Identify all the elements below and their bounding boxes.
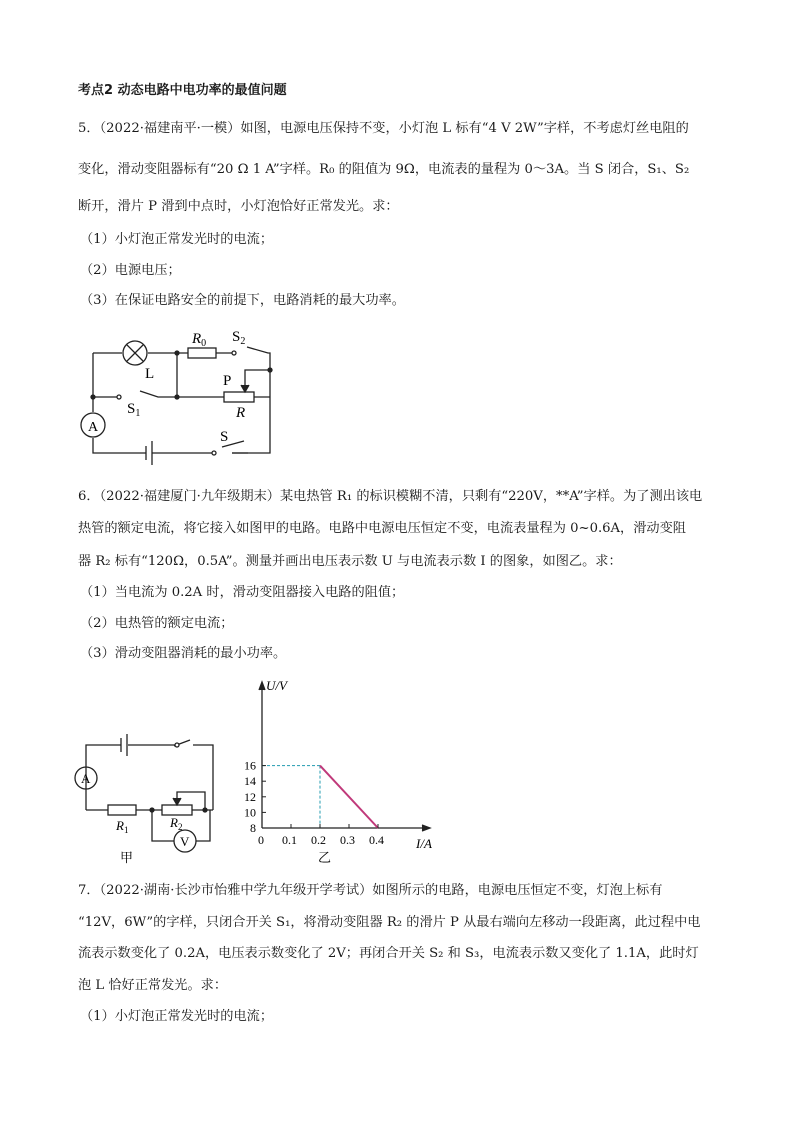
- q7-text-line-2: “12V，6W”的字样，只闭合开关 S₁，将滑动变阻器 R₂ 的滑片 P 从最右端向左移动一段距离，此过程中电: [78, 915, 701, 930]
- label-s1: $S_1$: [127, 401, 141, 419]
- label-ammeter-a: A: [88, 420, 99, 435]
- q5-text-line-1: 5．（2022·福建南平·一模）如图，电源电压保持不变，小灯泡 L 标有“4 V 2W”字样，不考虑灯丝电阻的: [78, 121, 689, 136]
- q7-text-line-1: 7．（2022·湖南·长沙市怡雅中学九年级开学考试）如图所示的电路，电源电压恒定不变，灯泡上标有: [78, 883, 663, 898]
- chart-x-tick-label: 0.3: [340, 833, 355, 847]
- q6-text-line-1: 6．（2022·福建厦门·九年级期末）某电热管 R₁ 的标识模糊不清，只剩有“220V，**A”字样。为了测出该电: [78, 489, 703, 504]
- label-slider-p: P: [223, 373, 232, 389]
- chart-y-tick-label: 10: [244, 805, 256, 820]
- q6-text-line-3: 器 R₂ 标有“120Ω，0.5A”。测量并画出电压表示数 U 与电流表示数 I 的图象，如图乙。求：: [78, 554, 622, 569]
- q6-part-2: （2）电热管的额定电流；: [80, 616, 234, 631]
- chart-y-tick-label: 12: [244, 789, 256, 804]
- section-heading: 考点2 动态电路中电功率的最值问题: [78, 83, 287, 98]
- q5-part-2: （2）电源电压；: [80, 263, 181, 278]
- chart-y-tick-label: 14: [244, 774, 256, 789]
- q7-text-line-3: 流表示数变化了 0.2A，电压表示数变化了 2V；再闭合开关 S₂ 和 S₃，电流表示数又变化了 1.1A，此时灯: [78, 946, 699, 961]
- rheostat-r2: [162, 805, 192, 815]
- label-voltmeter-v: V: [180, 834, 190, 849]
- label-lamp-l: L: [145, 366, 155, 382]
- q6-text-line-2: 热管的额定电流，将它接入如图甲的电路。电路中电源电压恒定不变，电流表量程为 0~0.6A，滑动变阻: [78, 521, 686, 536]
- label-r0: $R_0$: [192, 331, 207, 349]
- chart-x-tick-label: 0.2: [311, 833, 326, 847]
- q7-part-1: （1）小灯泡正常发光时的电流；: [80, 1009, 274, 1024]
- label-r2: $R_2$: [170, 815, 183, 832]
- chart-y-arrow: [259, 682, 265, 690]
- chart-ylabel: U/V: [266, 678, 287, 693]
- q5-text-line-3: 断开，滑片 P 滑到中点时，小灯泡恰好正常发光。求：: [78, 199, 399, 214]
- q6-part-1: （1）当电流为 0.2A 时，滑动变阻器接入电路的阻值；: [80, 585, 405, 600]
- q7-text-line-4: 泡 L 恰好正常发光。求：: [78, 978, 228, 993]
- chart-x-tick-label: 0.4: [369, 833, 384, 847]
- chart-y-tick-label: 16: [244, 758, 256, 773]
- q5-part-3: （3）在保证电路安全的前提下，电路消耗的最大功率。: [80, 293, 405, 308]
- q6-chart-yi: [234, 676, 434, 866]
- chart-xlabel: I/A: [416, 836, 432, 851]
- q5-part-1: （1）小灯泡正常发光时的电流；: [80, 232, 274, 247]
- label-switch-s: S: [220, 429, 229, 445]
- q6-part-3: （3）滑动变阻器消耗的最小功率。: [80, 646, 287, 661]
- chart-x-tick-label: 0.1: [282, 833, 297, 847]
- label-ammeter-a: A: [81, 771, 91, 786]
- resistor-r0: [188, 348, 216, 358]
- chart-series-line: [320, 766, 378, 828]
- resistor-r1: [108, 805, 136, 815]
- q6-circuit-diagram-jia: [72, 728, 222, 868]
- caption-yi: 乙: [318, 850, 332, 865]
- caption-jia: 甲: [120, 850, 134, 865]
- label-s2: $S_2$: [232, 329, 246, 347]
- chart-x-tick-label: 0: [258, 833, 264, 847]
- chart-x-arrow: [422, 825, 430, 831]
- label-rheostat-r: R: [236, 405, 246, 421]
- label-r1: $R_1$: [116, 818, 129, 835]
- q5-text-line-2: 变化，滑动变阻器标有“20 Ω 1 A”字样。R₀ 的阻值为 9Ω，电流表的量程为 0～3A。当 S 闭合，S₁、S₂: [78, 162, 690, 177]
- rheostat-r: [224, 392, 254, 402]
- chart-y-tick-label: 8: [250, 821, 256, 835]
- q5-circuit-diagram: [74, 320, 294, 470]
